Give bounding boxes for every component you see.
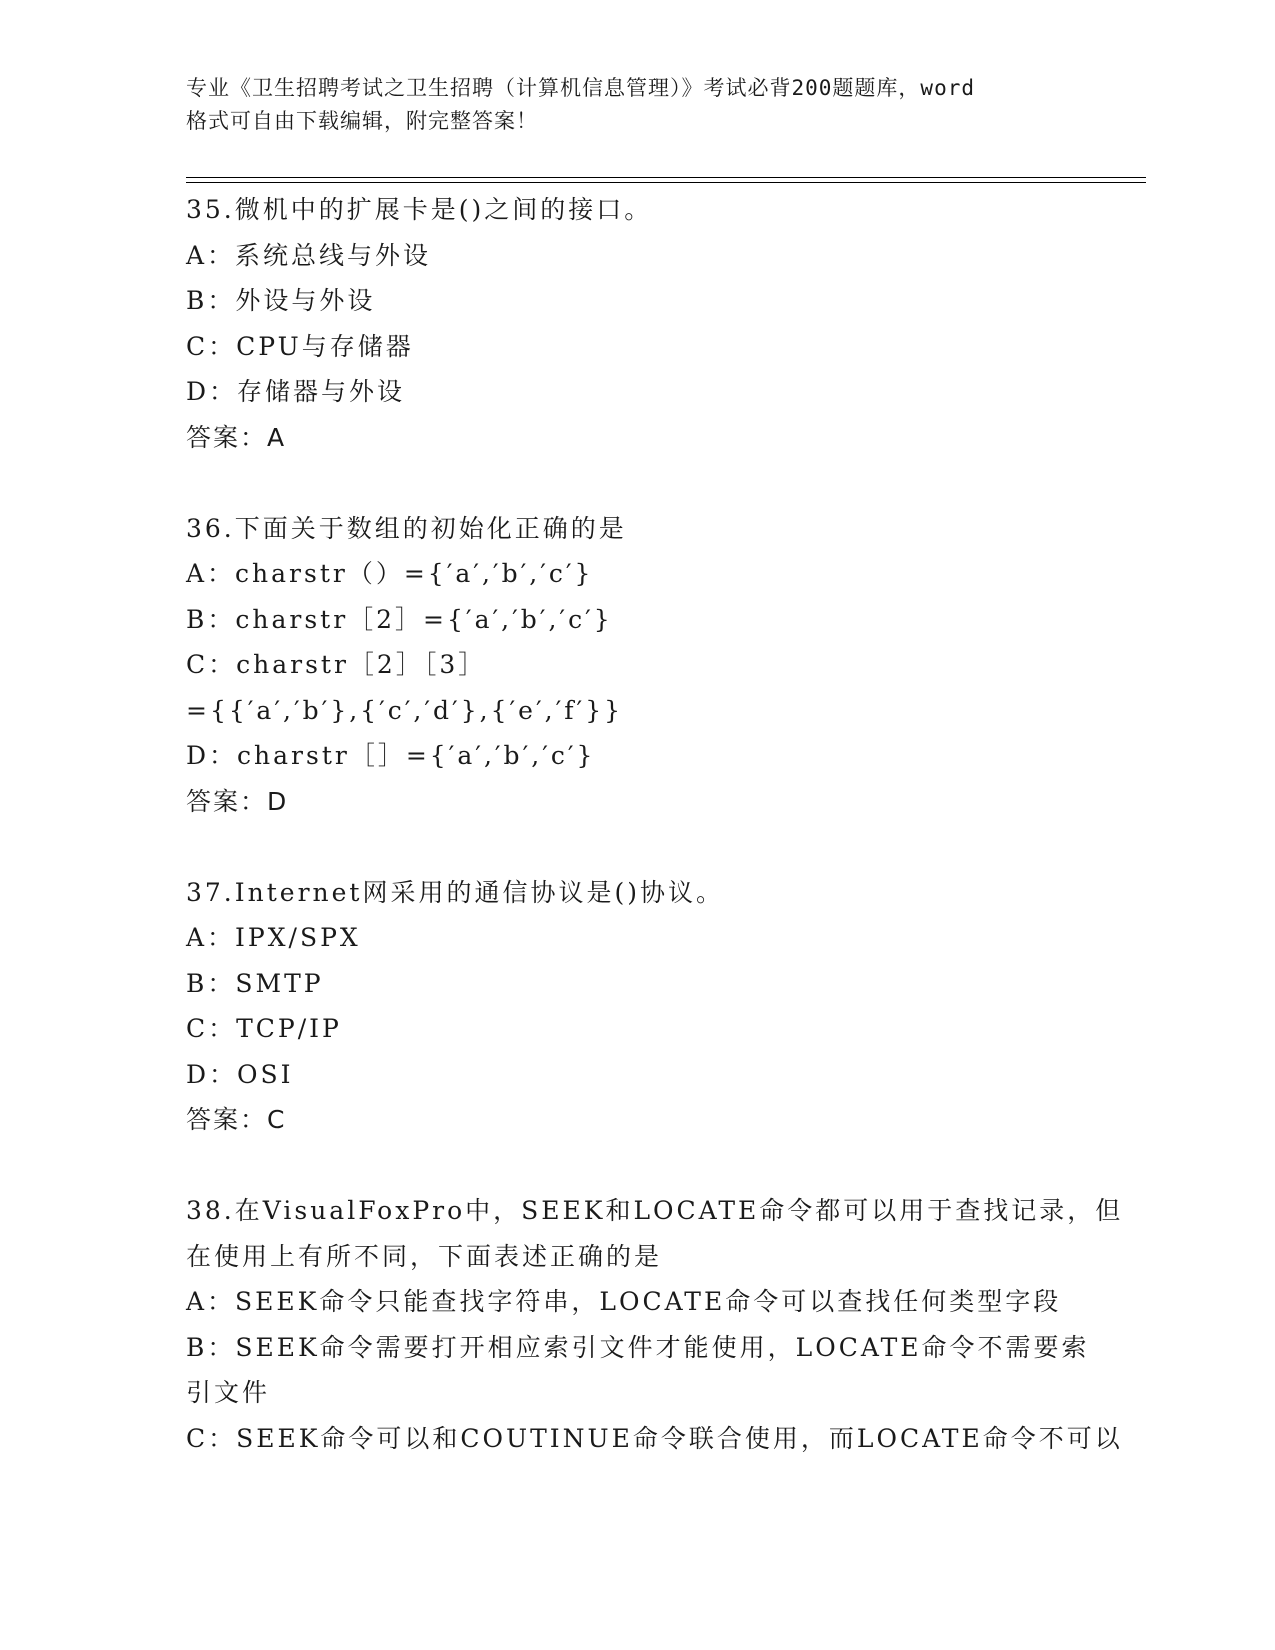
question-36-option-c: C：charstr［2］［3］ <box>186 650 487 679</box>
document-header <box>186 72 1086 138</box>
header-line-2: 格式可自由下载编辑，附完整答案！ <box>186 109 538 133</box>
header-rule-top <box>186 177 1146 178</box>
spacer <box>186 1143 1086 1189</box>
question-36-option-c-continued: ={{′a′,′b′},{′c′,′d′},{′e′,′f′}} <box>186 695 624 725</box>
spacer <box>186 460 1086 506</box>
question-37-option-b: B：SMTP <box>186 968 324 998</box>
question-38-option-b-continued: 引文件 <box>186 1378 271 1407</box>
question-37-option-a: A：IPX/SPX <box>186 923 361 952</box>
header-line-1: 专业《卫生招聘考试之卫生招聘（计算机信息管理）》考试必背200题题库，word <box>186 76 975 100</box>
question-35-option-b: B：外设与外设 <box>186 286 376 315</box>
question-37-answer: 答案：C <box>186 1105 287 1134</box>
question-38-option-b: B：SEEK命令需要打开相应索引文件才能使用，LOCATE命令不需要索 <box>186 1332 1090 1362</box>
question-38-stem: 38.在VisualFoxPro中，SEEK和LOCATE命令都可以用于查找记录，但 <box>186 1196 1124 1225</box>
question-38-stem-continued: 在使用上有所不同，下面表述正确的是 <box>186 1241 663 1271</box>
question-36-option-d: D：charstr［］={′a′,′b′,′c′} <box>186 741 596 770</box>
question-list <box>186 187 1124 1461</box>
question-35 <box>186 187 1086 460</box>
question-38-option-c: C：SEEK命令可以和COUTINUE命令联合使用，而LOCATE命令不可以 <box>186 1423 1123 1453</box>
question-37 <box>186 870 1086 1143</box>
question-35-answer: 答案：A <box>186 422 287 452</box>
spacer <box>186 824 1086 870</box>
question-38 <box>186 1188 1124 1461</box>
question-36 <box>186 506 1086 825</box>
question-36-option-b: B：charstr［2］={′a′,′b′,′c′} <box>186 604 613 634</box>
question-35-option-a: A：系统总线与外设 <box>186 240 432 270</box>
question-37-option-c: C：TCP/IP <box>186 1014 342 1043</box>
question-35-stem: 35.微机中的扩展卡是()之间的接口。 <box>186 195 653 224</box>
question-36-answer: 答案：D <box>186 786 289 816</box>
question-37-option-d: D：OSI <box>186 1059 294 1089</box>
question-36-stem: 36.下面关于数组的初始化正确的是 <box>186 513 627 543</box>
question-35-option-d: D：存储器与外设 <box>186 377 406 406</box>
header-rule-bottom <box>186 182 1146 183</box>
question-36-option-a: A：charstr（）={′a′,′b′,′c′} <box>186 559 594 588</box>
question-38-option-a: A：SEEK命令只能查找字符串，LOCATE命令可以查找任何类型字段 <box>186 1287 1062 1316</box>
question-35-option-c: C：CPU与存储器 <box>186 331 414 361</box>
question-37-stem: 37.Internet网采用的通信协议是()协议。 <box>186 877 724 907</box>
